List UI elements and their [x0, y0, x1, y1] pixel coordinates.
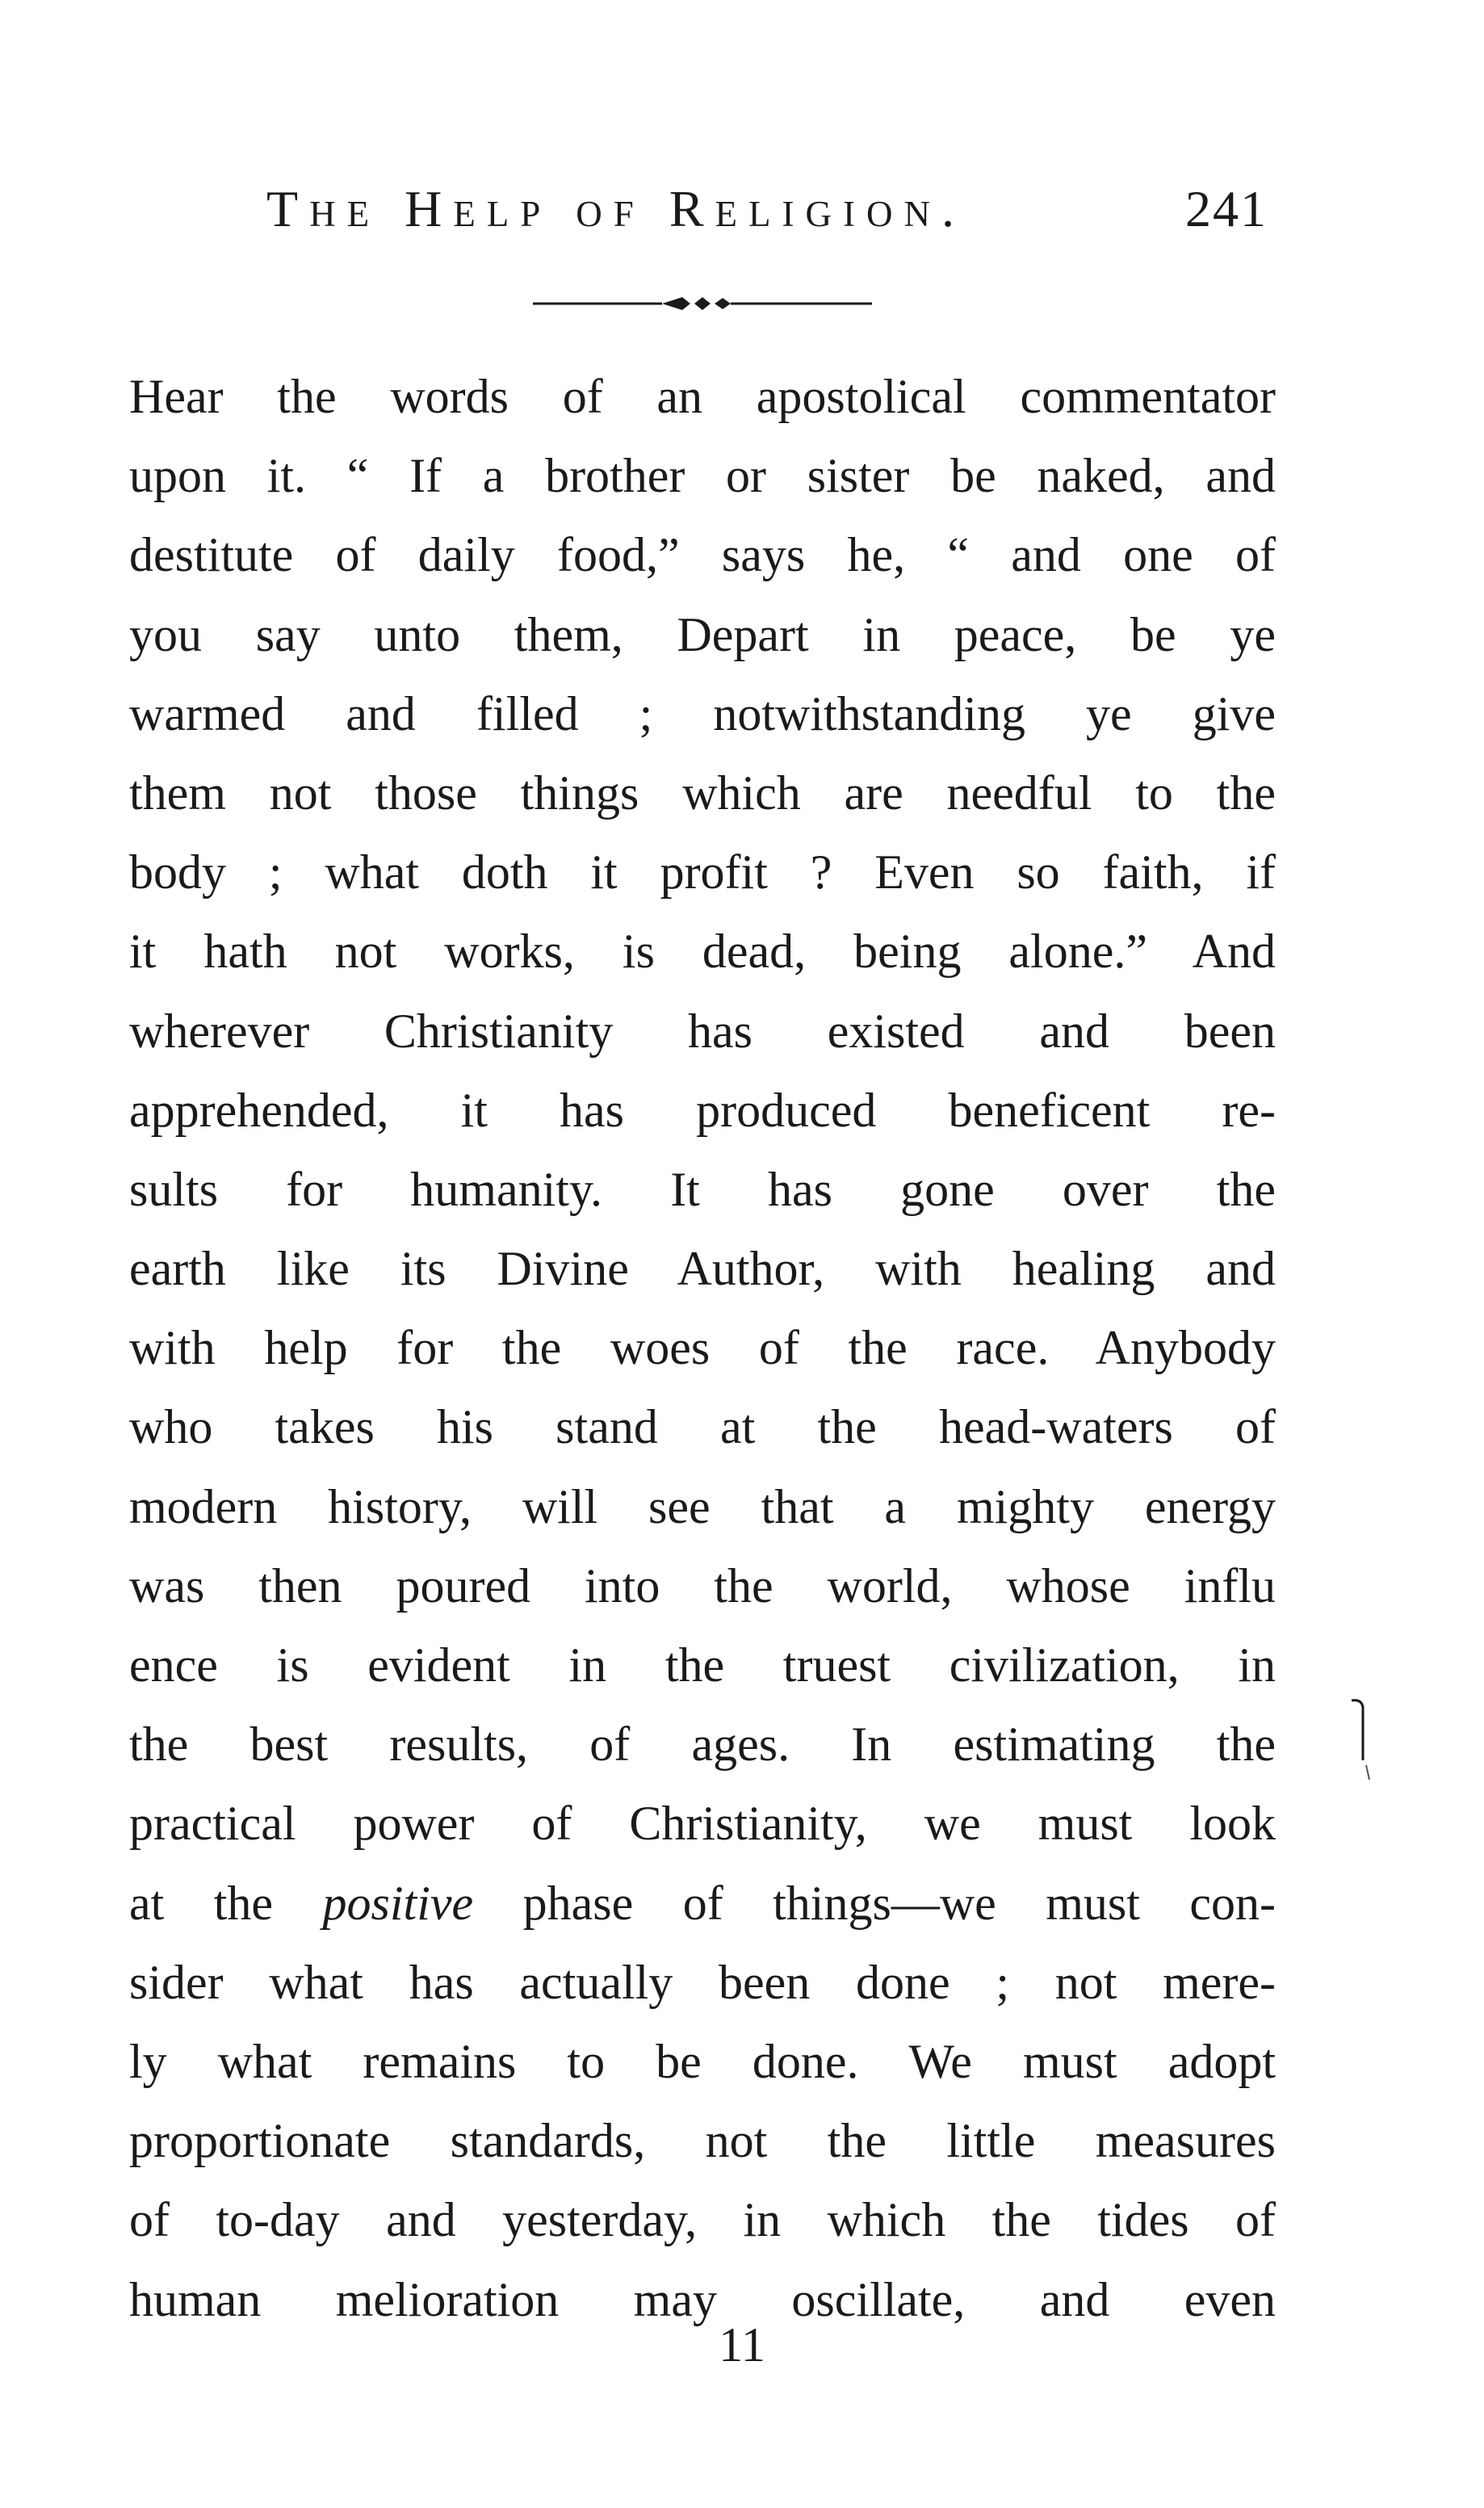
text-line: Hear the words of an apostolical commentator	[129, 370, 1276, 423]
body-text	[129, 357, 1276, 2339]
text-line: with help for the woes of the race. Anybody	[129, 1321, 1276, 1375]
text-line: sider what has actually been done ; not mere-	[129, 1955, 1276, 2009]
margin-bracket-mark	[1348, 1696, 1373, 1785]
text-line: ence is evident in the truest civilization, in	[129, 1638, 1276, 1692]
text-line: who takes his stand at the head-waters of	[129, 1400, 1276, 1454]
text-line: human melioration may oscillate, and even	[129, 2272, 1276, 2326]
text-segment: at the	[129, 1876, 274, 1930]
text-line	[129, 1864, 1276, 1943]
signature-mark: 11	[719, 2318, 765, 2372]
text-line: upon it. “ If a brother or sister be naked, and	[129, 449, 1276, 503]
text-line: proportionate standards, not the little measures	[129, 2114, 1276, 2168]
text-line: body ; what doth it profit ? Even so faith, if	[129, 845, 1276, 900]
text-line-mixed	[129, 1864, 1276, 1943]
text-line: of to-day and yesterday, in which the tides of	[129, 2193, 1276, 2247]
running-title: The Help of Religion.	[266, 180, 966, 237]
italic-emphasis: positive	[322, 1876, 474, 1930]
text-line: wherever Christianity has existed and been	[129, 1004, 1276, 1058]
text-line: apprehended, it has produced beneficent re-	[129, 1083, 1276, 1137]
text-line: it hath not works, is dead, being alone.” And	[129, 925, 1276, 979]
ornament-rule	[533, 291, 872, 315]
running-head	[266, 179, 1268, 252]
text-line: destitute of daily food,” says he, “ and one of	[129, 528, 1276, 582]
text-line: modern history, will see that a mighty energy	[129, 1479, 1276, 1533]
text-line: them not those things which are needful to the	[129, 765, 1276, 820]
text-line: ly what remains to be done. We must adopt	[129, 2034, 1276, 2088]
text-line: was then poured into the world, whose influ	[129, 1558, 1276, 1613]
text-segment: phase of things—we must con-	[522, 1876, 1276, 1930]
text-line: practical power of Christianity, we must look	[129, 1797, 1276, 1851]
text-line: sults for humanity. It has gone over the	[129, 1162, 1276, 1216]
text-line: earth like its Divine Author, with healing and	[129, 1242, 1276, 1296]
text-line: warmed and filled ; notwithstanding ye give	[129, 686, 1276, 740]
text-line: the best results, of ages. In estimating the	[129, 1717, 1276, 1772]
page-number: 241	[1185, 180, 1268, 237]
text-line: you say unto them, Depart in peace, be ye	[129, 607, 1276, 661]
